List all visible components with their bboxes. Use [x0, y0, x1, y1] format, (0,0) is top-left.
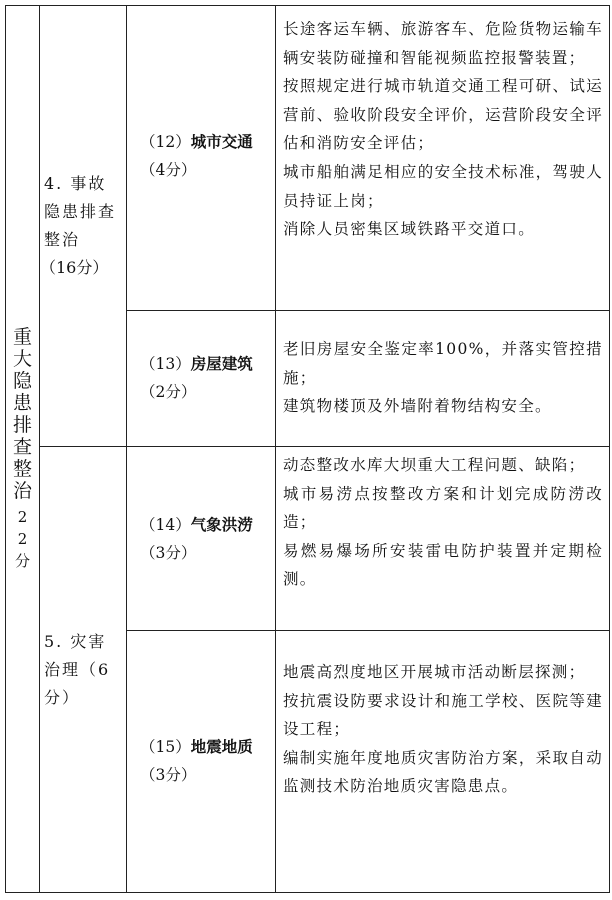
requirement-line: 老旧房屋安全鉴定率100%，并落实管控措施； [283, 340, 603, 387]
row-divider-14-15 [126, 630, 610, 631]
requirements-15 [283, 658, 603, 801]
requirement-line: 易燃易爆场所安装雷电防护装置并定期检测。 [283, 541, 603, 589]
group-cell-disaster [44, 447, 124, 892]
requirement-line: 城市易涝点按整改方案和计划完成防涝改造； [283, 484, 603, 532]
group-label: 5. 灾害治理（6分） [44, 631, 111, 707]
requirement-line: 建筑物楼顶及外墙附着物结构安全。 [283, 397, 552, 416]
category-score: 22分 [14, 508, 30, 570]
requirement-line: 城市船舶满足相应的安全技术标准，驾驶人员持证上岗； [283, 162, 603, 210]
item-cell-13: （13）房屋建筑 （2分） [140, 354, 253, 401]
requirements-12 [283, 15, 603, 244]
requirement-line: 按抗震设防要求设计和施工学校、医院等建设工程； [283, 691, 603, 739]
item-cell-14: （14）气象洪涝 （3分） [140, 515, 253, 562]
requirement-line: 消除人员密集区域铁路平交道口。 [283, 220, 536, 239]
item-cell-15: （15）地震地质 （3分） [140, 737, 253, 784]
group-cell-accident [40, 6, 124, 446]
requirement-line: 按照规定进行城市轨道交通工程可研、试运营前、验收阶段安全评价，运营阶段安全评估和消防安全评估； [283, 77, 603, 153]
item-cell-12: （12）城市交通 （4分） [140, 132, 253, 179]
group-divider [39, 446, 610, 447]
requirement-line: 地震高烈度地区开展城市活动断层探测； [283, 663, 586, 681]
requirement-line: 编制实施年度地质灾害防治方案，采取自动监测技术防治地质灾害隐患点。 [283, 748, 603, 796]
requirements-13 [283, 335, 603, 421]
table-border-right [609, 5, 610, 893]
column-divider-2 [126, 5, 127, 893]
column-divider-3 [275, 5, 276, 893]
category-cell [6, 6, 39, 892]
requirement-line: 动态整改水库大坝重大工程问题、缺陷； [283, 456, 586, 474]
column-divider-1 [39, 5, 40, 893]
table-border-bottom [5, 892, 610, 893]
row-divider-12-13 [126, 310, 610, 311]
group-label: 4. 事故隐患排查整治 [44, 174, 117, 249]
group-score: （16分） [40, 258, 109, 277]
category-name: 重大隐患排查整治 [12, 326, 32, 502]
requirements-14 [283, 451, 603, 594]
requirement-line: 长途客运车辆、旅游客车、危险货物运输车辆安装防碰撞和智能视频监控报警装置； [283, 20, 603, 67]
